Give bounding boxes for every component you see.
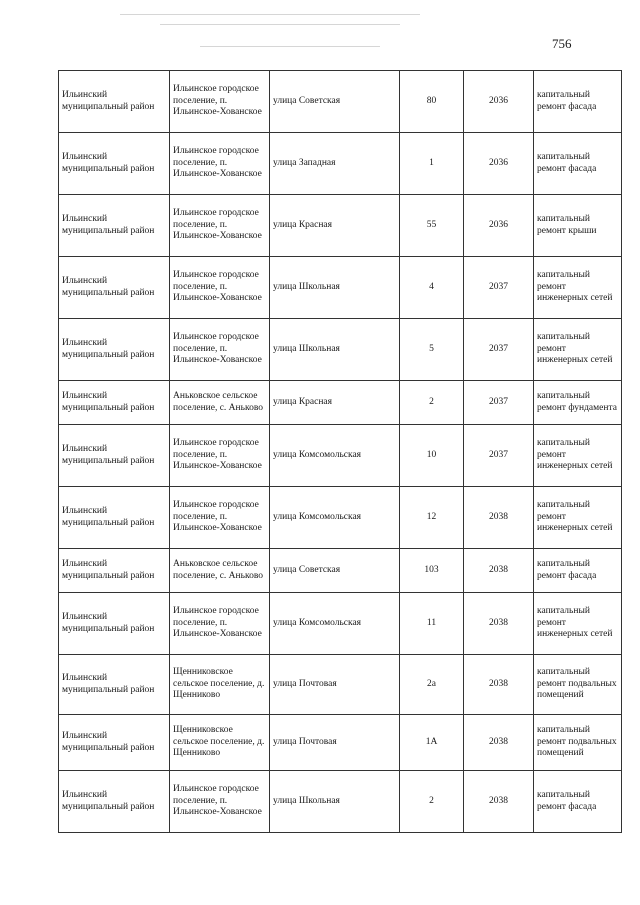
- district-cell: Ильинский муниципальный район: [59, 257, 170, 319]
- street-cell: улица Почтовая: [270, 655, 400, 715]
- page-number: 756: [552, 36, 572, 51]
- work-cell: капитальный ремонт инженерных сетей: [534, 319, 622, 381]
- street-cell: улица Комсомольская: [270, 425, 400, 487]
- settlement-cell: Аньковское сельское поселение, с. Аньково: [170, 549, 270, 593]
- district-cell: Ильинский муниципальный район: [59, 655, 170, 715]
- work-cell: капитальный ремонт фасада: [534, 771, 622, 833]
- year-cell: 2038: [464, 715, 534, 771]
- house-cell: 2: [400, 381, 464, 425]
- scan-noise: [120, 14, 420, 15]
- table-row: [59, 319, 622, 381]
- district-cell: Ильинский муниципальный район: [59, 425, 170, 487]
- table-row: [59, 655, 622, 715]
- house-cell: 80: [400, 71, 464, 133]
- street-cell: улица Почтовая: [270, 715, 400, 771]
- year-cell: 2036: [464, 71, 534, 133]
- district-cell: Ильинский муниципальный район: [59, 319, 170, 381]
- table-row: [59, 133, 622, 195]
- settlement-cell: Ильинское городское поселение, п. Ильинское-Хованское: [170, 257, 270, 319]
- settlement-cell: Ильинское городское поселение, п. Ильинское-Хованское: [170, 195, 270, 257]
- work-cell: капитальный ремонт фасада: [534, 71, 622, 133]
- table-row: [59, 425, 622, 487]
- year-cell: 2037: [464, 425, 534, 487]
- table-row: [59, 381, 622, 425]
- table-row: [59, 487, 622, 549]
- year-cell: 2037: [464, 319, 534, 381]
- district-cell: Ильинский муниципальный район: [59, 593, 170, 655]
- settlement-cell: Аньковское сельское поселение, с. Аньково: [170, 381, 270, 425]
- year-cell: 2037: [464, 257, 534, 319]
- table-body: [59, 71, 622, 833]
- year-cell: 2038: [464, 549, 534, 593]
- house-cell: 55: [400, 195, 464, 257]
- work-cell: капитальный ремонт крыши: [534, 195, 622, 257]
- settlement-cell: Ильинское городское поселение, п. Ильинское-Хованское: [170, 593, 270, 655]
- settlement-cell: Щенниковское сельское поселение, д. Щенниково: [170, 715, 270, 771]
- house-cell: 103: [400, 549, 464, 593]
- street-cell: улица Красная: [270, 381, 400, 425]
- street-cell: улица Советская: [270, 549, 400, 593]
- year-cell: 2038: [464, 593, 534, 655]
- work-cell: капитальный ремонт фундамента: [534, 381, 622, 425]
- district-cell: Ильинский муниципальный район: [59, 381, 170, 425]
- street-cell: улица Школьная: [270, 771, 400, 833]
- house-cell: 2: [400, 771, 464, 833]
- year-cell: 2036: [464, 133, 534, 195]
- settlement-cell: Ильинское городское поселение, п. Ильинское-Хованское: [170, 771, 270, 833]
- work-cell: капитальный ремонт инженерных сетей: [534, 425, 622, 487]
- table-row: [59, 549, 622, 593]
- settlement-cell: Ильинское городское поселение, п. Ильинское-Хованское: [170, 71, 270, 133]
- settlement-cell: Ильинское городское поселение, п. Ильинское-Хованское: [170, 133, 270, 195]
- work-cell: капитальный ремонт подвальных помещений: [534, 715, 622, 771]
- capital-repair-table: [58, 70, 622, 833]
- house-cell: 5: [400, 319, 464, 381]
- table-row: [59, 257, 622, 319]
- work-cell: капитальный ремонт инженерных сетей: [534, 487, 622, 549]
- table-row: [59, 195, 622, 257]
- scan-noise: [200, 46, 380, 47]
- scan-noise: [160, 24, 400, 25]
- district-cell: Ильинский муниципальный район: [59, 133, 170, 195]
- house-cell: 1: [400, 133, 464, 195]
- district-cell: Ильинский муниципальный район: [59, 71, 170, 133]
- settlement-cell: Щенниковское сельское поселение, д. Щенниково: [170, 655, 270, 715]
- house-cell: 4: [400, 257, 464, 319]
- district-cell: Ильинский муниципальный район: [59, 195, 170, 257]
- year-cell: 2038: [464, 487, 534, 549]
- year-cell: 2037: [464, 381, 534, 425]
- work-cell: капитальный ремонт фасада: [534, 549, 622, 593]
- street-cell: улица Западная: [270, 133, 400, 195]
- settlement-cell: Ильинское городское поселение, п. Ильинское-Хованское: [170, 425, 270, 487]
- table-row: [59, 771, 622, 833]
- year-cell: 2038: [464, 655, 534, 715]
- work-cell: капитальный ремонт фасада: [534, 133, 622, 195]
- work-cell: капитальный ремонт инженерных сетей: [534, 593, 622, 655]
- district-cell: Ильинский муниципальный район: [59, 715, 170, 771]
- street-cell: улица Комсомольская: [270, 593, 400, 655]
- house-cell: 10: [400, 425, 464, 487]
- house-cell: 1А: [400, 715, 464, 771]
- street-cell: улица Комсомольская: [270, 487, 400, 549]
- table-row: [59, 71, 622, 133]
- table-row: [59, 715, 622, 771]
- house-cell: 12: [400, 487, 464, 549]
- work-cell: капитальный ремонт инженерных сетей: [534, 257, 622, 319]
- work-cell: капитальный ремонт подвальных помещений: [534, 655, 622, 715]
- house-cell: 2а: [400, 655, 464, 715]
- district-cell: Ильинский муниципальный район: [59, 487, 170, 549]
- house-cell: 11: [400, 593, 464, 655]
- year-cell: 2038: [464, 771, 534, 833]
- table-row: [59, 593, 622, 655]
- year-cell: 2036: [464, 195, 534, 257]
- street-cell: улица Школьная: [270, 257, 400, 319]
- settlement-cell: Ильинское городское поселение, п. Ильинское-Хованское: [170, 487, 270, 549]
- district-cell: Ильинский муниципальный район: [59, 771, 170, 833]
- street-cell: улица Красная: [270, 195, 400, 257]
- street-cell: улица Советская: [270, 71, 400, 133]
- settlement-cell: Ильинское городское поселение, п. Ильинское-Хованское: [170, 319, 270, 381]
- district-cell: Ильинский муниципальный район: [59, 549, 170, 593]
- street-cell: улица Школьная: [270, 319, 400, 381]
